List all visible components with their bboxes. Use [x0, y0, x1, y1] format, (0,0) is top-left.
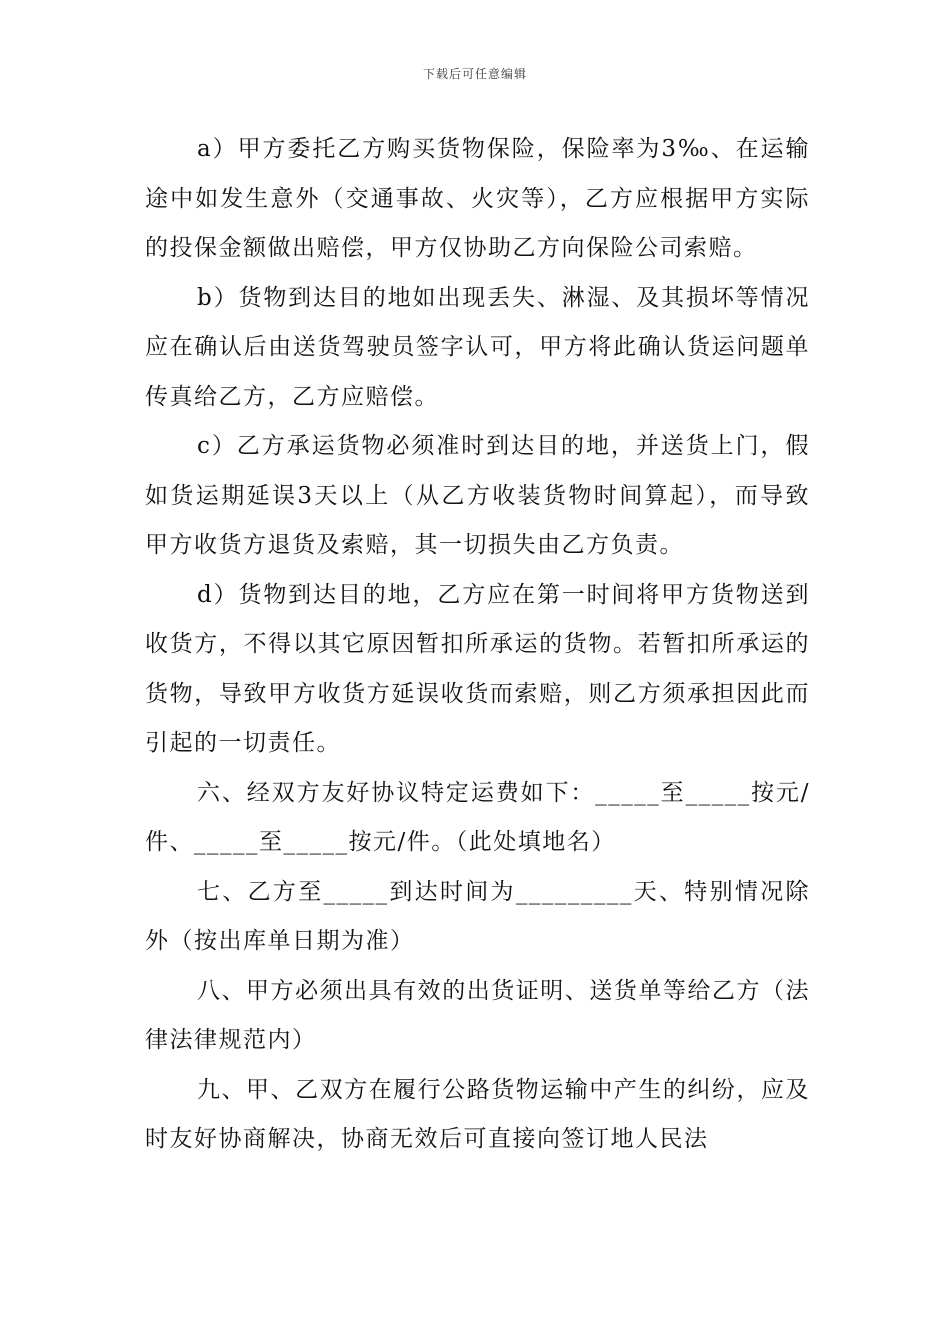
header-note: 下载后可任意编辑 [422, 67, 527, 81]
clause-six-freight: 六、经双方友好协议特定运费如下：_____至_____按元/件、_____至_____按元/件。（此处填地名） [145, 779, 810, 855]
clause-nine-disputes: 九、甲、乙双方在履行公路货物运输中产生的纠纷，应及时友好协商解决，协商无效后可直接向签订地人民法 [145, 1076, 810, 1152]
clause-seven-arrival: 七、乙方至_____到达时间为_________天、特别情况除外（按出库单日期为准） [145, 878, 810, 954]
clause-b: b）货物到达目的地如出现丢失、淋湿、及其损坏等情况应在确认后由送货驾驶员签字认可，甲方将此确认货运问题单传真给乙方，乙方应赔偿。 [145, 284, 810, 410]
document-body [145, 125, 810, 1165]
clause-d: d）货物到达目的地，乙方应在第一时间将甲方货物送到收货方，不得以其它原因暂扣所承运的货物。若暂扣所承运的货物，导致甲方收货方延误收货而索赔，则乙方须承担因此而引起的一切责任。 [145, 581, 810, 756]
clause-eight-proof: 八、甲方必须出具有效的出货证明、送货单等给乙方（法律法律规范内） [145, 977, 810, 1053]
clause-a: a）甲方委托乙方购买货物保险，保险率为3‰、在运输途中如发生意外（交通事故、火灾等），乙方应根据甲方实际的投保金额做出赔偿，甲方仅协助乙方向保险公司索赔。 [145, 136, 810, 261]
clause-c: c）乙方承运货物必须准时到达目的地，并送货上门，假如货运期延误3天以上（从乙方收装货物时间算起），而导致甲方收货方退货及索赔，其一切损失由乙方负责。 [145, 433, 810, 558]
